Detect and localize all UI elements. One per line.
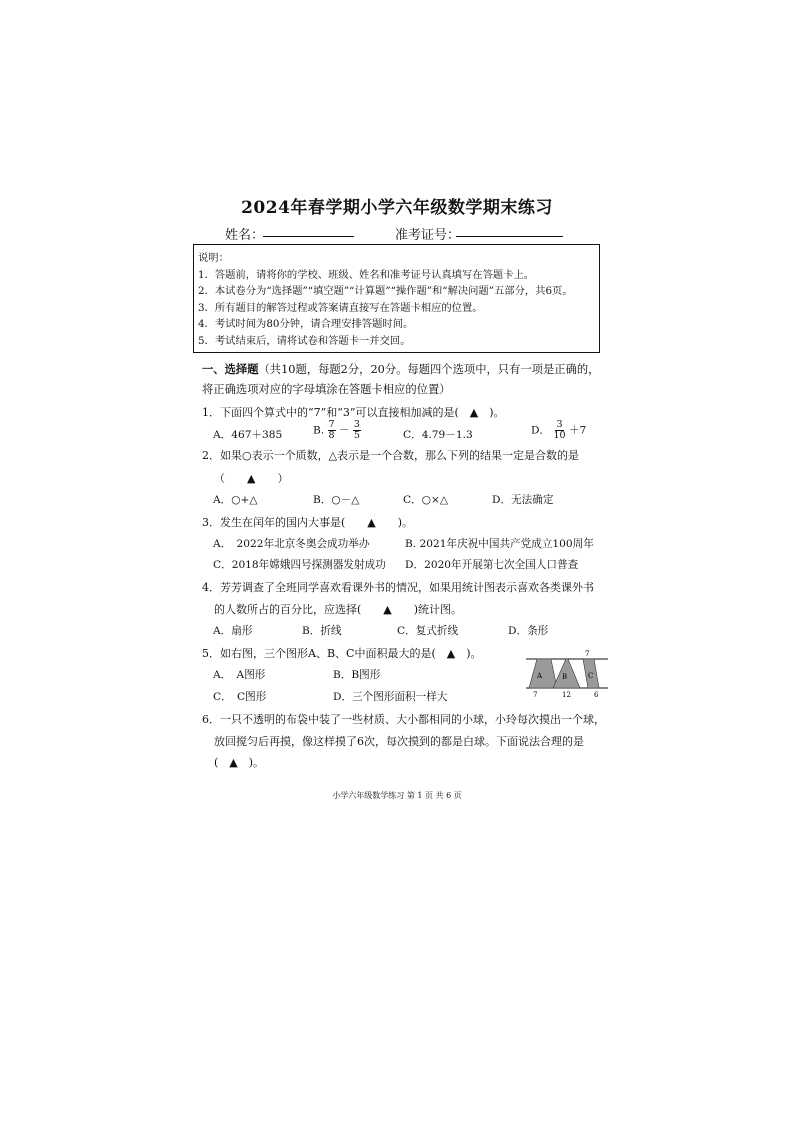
section-desc-line2: 将正确选项对应的字母填涂在答题卡相应的位置） (202, 383, 451, 396)
question-6-stem-line2: 放回搅匀后再摸，像这样摸了6次，每次摸到的都是白球。下面说法合理的是 (214, 735, 584, 748)
q2-option-a: A．○+△ (213, 494, 258, 506)
instructions-heading: 说明： (198, 252, 229, 264)
fraction-denominator: 5 (353, 430, 360, 441)
instruction-item: 5．考试结束后，请将试卷和答题卡一并交回。 (198, 334, 411, 347)
section-header (202, 361, 599, 377)
q1-option-b-fraction-1 (328, 420, 336, 441)
bottom-left-length-label: 7 (533, 691, 538, 699)
q1-option-b (313, 420, 361, 441)
q1-option-c: C．4.79－1.3 (403, 429, 473, 441)
q4-option-a: A．扇形 (213, 625, 253, 637)
question-3-stem: 3．发生在闰年的国内大事是( ▲ )。 (202, 516, 414, 529)
fraction-denominator: 8 (328, 430, 335, 441)
q4-option-c: C．复式折线 (397, 625, 459, 637)
q1-option-d-suffix: ＋7 (568, 424, 587, 437)
name-blank-line (263, 236, 354, 237)
exam-id-label: 准考证号： (395, 228, 461, 243)
q2-option-d: D．无法确定 (492, 494, 554, 506)
page-footer: 小学六年级数学练习 第 1 页 共 6 页 (332, 791, 462, 800)
bottom-mid-length-label: 12 (562, 691, 571, 699)
question-4-stem: 4．芳芳调查了全班同学喜欢看课外书的情况，如果用统计图表示喜欢各类课外书 (202, 581, 594, 594)
q5-option-b: B．B图形 (333, 669, 381, 681)
q2-option-c: C．○×△ (403, 494, 448, 506)
instruction-item: 2．本试卷分为“选择题”“填空题”“计算题”“操作题”和“解决问题”五部分，共6页。 (198, 285, 573, 298)
question-2-blank: （ ▲ ） (214, 472, 289, 485)
instruction-item: 4．考试时间为80分钟，请合理安排答题时间。 (198, 318, 414, 331)
fraction-denominator: 10 (553, 430, 566, 441)
shape-c-label: C (588, 672, 594, 680)
q5-option-d: D．三个图形面积一样大 (333, 691, 448, 703)
q3-option-c: C．2018年嫦娥四号探测器发射成功 (213, 559, 386, 571)
shape-a (529, 659, 557, 688)
question-5-stem: 5．如右图，三个图形A、B、C中面积最大的是( ▲ )。 (202, 647, 482, 660)
q3-option-d: D．2020年开展第七次全国人口普查 (405, 559, 579, 571)
q5-option-a: A． A图形 (213, 669, 266, 681)
q1-option-b-prefix: B. (313, 424, 325, 437)
instruction-item: 1．答题前，请将你的学校、班级、姓名和准考证号认真填写在答题卡上。 (198, 268, 535, 281)
q1-option-d-fraction (553, 420, 565, 441)
q4-option-d: D．条形 (508, 625, 549, 637)
fraction-numerator: 3 (353, 419, 360, 430)
q3-option-a: A． 2022年北京冬奥会成功举办 (213, 538, 370, 550)
section-desc: （共10题，每题2分，20分。每题四个选项中，只有一项是正确的， (258, 363, 600, 376)
q2-option-b: B．○－△ (313, 494, 360, 506)
fraction-numerator: 7 (328, 419, 335, 430)
q3-option-b: B. 2021年庆祝中国共产党成立100周年 (405, 538, 594, 550)
q1-option-a: A．467＋385 (213, 429, 283, 441)
name-label: 姓名： (225, 228, 265, 243)
exam-id-blank-line (456, 236, 563, 237)
q1-option-d-prefix: D． (531, 424, 551, 437)
fraction-numerator: 3 (556, 419, 563, 430)
q4-option-b: B．折线 (302, 625, 342, 637)
q1-option-b-operator: － (338, 424, 350, 437)
q1-option-b-fraction-2 (353, 420, 361, 441)
section-title: 一、选择题 (202, 362, 259, 376)
bottom-right-length-label: 6 (594, 691, 599, 699)
q5-option-c: C． C图形 (213, 691, 267, 703)
shape-a-label: A (537, 672, 543, 680)
question-2-stem: 2．如果○表示一个质数，△表示是一个合数，那么下列的结果一定是合数的是 (202, 449, 580, 462)
q5-shapes-figure (522, 648, 612, 700)
question-6-stem-line3: ( ▲ )。 (214, 756, 265, 769)
instruction-item: 3．所有题目的解答过程或答案请直接写在答题卡相应的位置。 (198, 301, 483, 314)
question-4-stem-line2: 的人数所占的百分比，应选择( ▲ )统计图。 (214, 603, 463, 616)
question-1-stem: 1．下面四个算式中的“7”和“3”可以直接相加减的是( ▲ )。 (202, 406, 505, 419)
page-title: 2024年春学期小学六年级数学期末练习 (241, 198, 553, 218)
instructions-box (193, 244, 600, 353)
shape-b-label: B (562, 673, 568, 681)
question-6-stem: 6．一只不透明的布袋中装了一些材质、大小都相同的小球，小玲每次摸出一个球， (202, 713, 605, 726)
q1-option-d (531, 420, 586, 441)
top-length-label: 7 (585, 650, 590, 658)
